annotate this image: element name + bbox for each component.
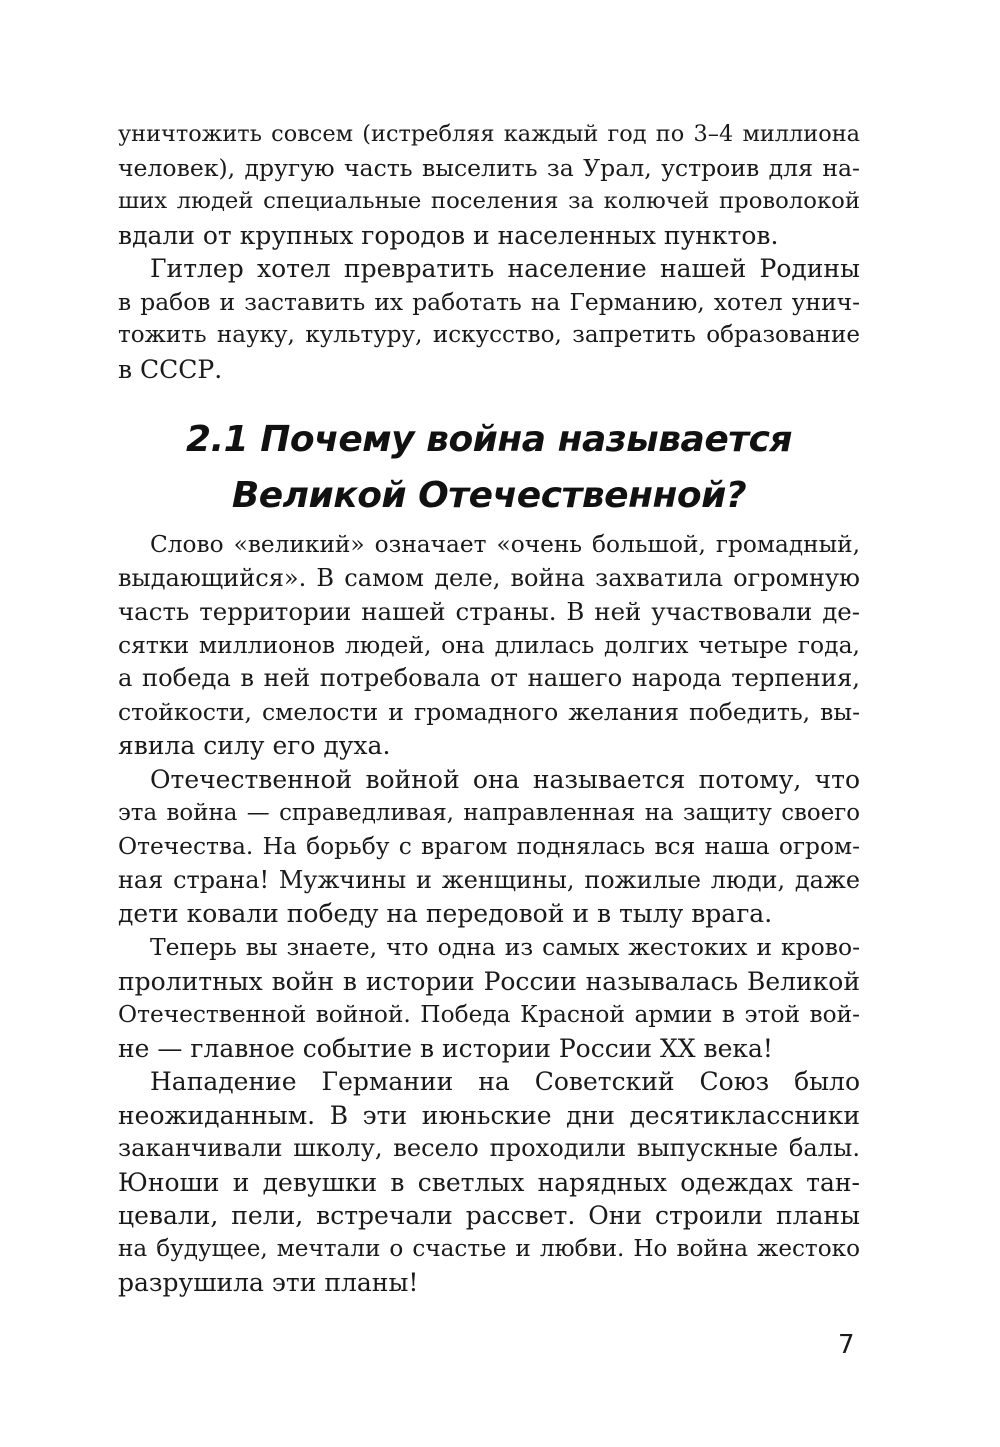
text-line: в СССР. <box>118 354 223 384</box>
text-line: Отечества. На борьбу с врагом поднялась вся наша огром- <box>118 833 860 860</box>
paragraph-patriotic <box>118 763 860 931</box>
text-line: эта война — справедливая, направленная на защиту своего <box>118 799 860 826</box>
text-line: явила силу его духа. <box>118 731 391 760</box>
text-line: Теперь вы знаете, что одна из самых жестоких и крово- <box>150 933 860 961</box>
text-line: неожиданным. В эти июньские дни десятиклассники <box>118 1100 860 1130</box>
text-line: ших людей специальные поселения за колючей проволокой <box>118 188 860 214</box>
text-line: разрушила эти планы! <box>118 1268 419 1297</box>
paragraph-continuation <box>118 118 860 252</box>
text-line: заканчивали школу, весело проходили выпускные балы. <box>118 1134 860 1162</box>
section-heading-line: 2.1 Почему война называется <box>185 419 793 460</box>
text-line: цевали, пели, встречали рассвет. Они строили планы <box>118 1201 860 1230</box>
paragraph-now-you-know <box>118 931 860 1065</box>
text-line: а победа в ней потребовала от нашего народа терпения, <box>118 664 860 692</box>
paragraph-word-great <box>118 528 860 763</box>
text-line: сятки миллионов людей, она длилась долгих четыре года, <box>118 630 860 659</box>
text-line: на будущее, мечтали о счастье и любви. Но война жестоко <box>118 1235 860 1262</box>
text-line: выдающийся». В самом деле, война захватила огромную <box>118 563 860 592</box>
text-line: стойкости, смелости и громадного желания победить, вы- <box>118 697 860 726</box>
text-line: в рабов и заставить их работать на Германию, хотел унич- <box>118 287 860 316</box>
text-line: уничтожить совсем (истребляя каждый год по 3–4 миллиона <box>118 121 860 147</box>
text-line: Нападение Германии на Советский Союз было <box>150 1067 860 1096</box>
section-heading <box>118 412 860 524</box>
text-line: часть территории нашей страны. В ней участвовали де- <box>118 597 860 626</box>
text-line: дети ковали победу на передовой и в тылу врага. <box>118 899 773 928</box>
page-number: 7 <box>838 1330 855 1360</box>
paragraph-hitler-plans <box>118 252 860 386</box>
text-line: Гитлер хотел превратить население нашей Родины <box>150 254 860 283</box>
text-line: тожить науку, культуру, искусство, запретить образование <box>118 322 860 348</box>
text-line: Отечественной войной. Победа Красной армии в этой вой- <box>118 1001 860 1028</box>
paragraph-attack <box>118 1065 860 1300</box>
text-line: Юноши и девушки в светлых нарядных одеждах тан- <box>118 1167 860 1197</box>
section-heading-line: Великой Отечественной? <box>231 475 747 516</box>
text-line: не — главное событие в истории России XX века! <box>118 1033 773 1063</box>
text-line: ная страна! Мужчины и женщины, пожилые люди, даже <box>118 865 860 894</box>
text-line: Слово «великий» означает «очень большой, громадный, <box>150 531 860 558</box>
text-line: пролитных войн в истории России называлась Великой <box>118 966 860 996</box>
text-line: вдали от крупных городов и населенных пунктов. <box>118 220 779 250</box>
text-line: Отечественной войной она называется потому, что <box>150 765 860 794</box>
text-line: человек), другую часть выселить за Урал, устроив для на- <box>118 153 860 182</box>
